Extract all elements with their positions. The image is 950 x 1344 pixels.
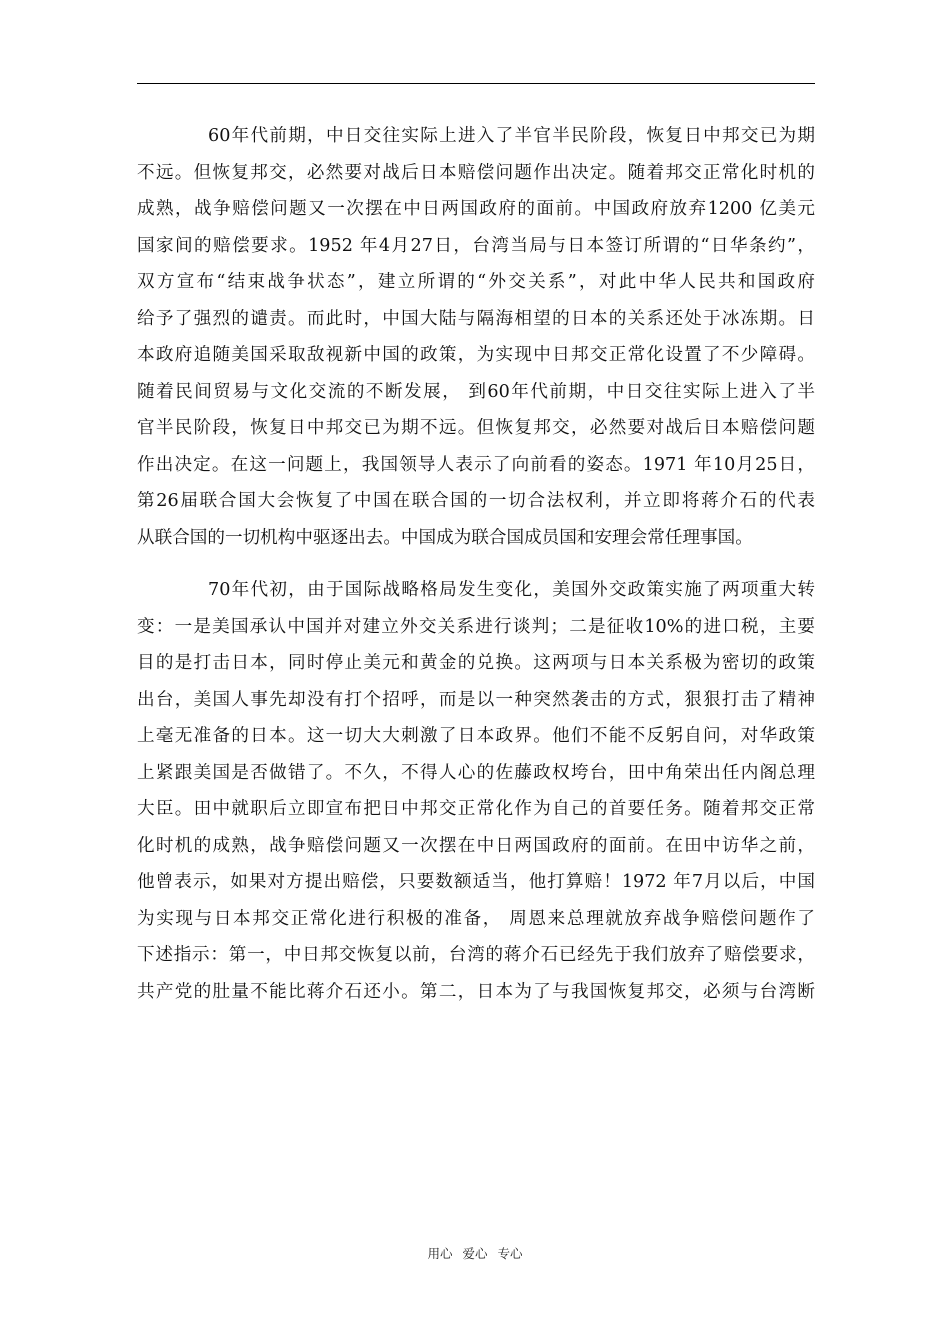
- text-line: 从联合国的一切机构中驱逐出去。中国成为联合国成员国和安理会常任理事国。: [137, 527, 753, 548]
- text-line: 变：一是美国承认中国并对建立外交关系进行谈判；二是征收10%的进口税，主要: [137, 616, 815, 637]
- text-line: 作出决定。在这一问题上，我国领导人表示了向前看的姿态。1971 年10月25日，: [137, 454, 815, 475]
- text-line: 给予了强烈的谴责。而此时，中国大陆与隔海相望的日本的关系还处于冰冻期。日: [137, 308, 815, 329]
- text-line: 官半民阶段，恢复日中邦交已为期不远。但恢复邦交，必然要对战后日本赔偿问题: [137, 418, 815, 438]
- text-line: 双方宣布“结束战争状态”，建立所谓的“外交关系”，对此中华人民共和国政府: [137, 272, 815, 292]
- paragraph-1: [137, 118, 815, 556]
- text-line: 本政府追随美国采取敌视新中国的政策，为实现中日邦交正常化设置了不少障碍。: [137, 345, 815, 365]
- text-line: 国家间的赔偿要求。1952 年4月27日，台湾当局与日本签订所谓的“日华条约”，: [137, 235, 815, 256]
- text-line: 大臣。田中就职后立即宣布把日中邦交正常化作为自己的首要任务。随着邦交正常: [137, 799, 815, 819]
- text-line: 60年代前期，中日交往实际上进入了半官半民阶段，恢复日中邦交已为期: [208, 126, 815, 146]
- text-line: 共产党的肚量不能比蒋介石还小。第二，日本为了与我国恢复邦交，必须与台湾断: [137, 981, 815, 1002]
- text-line: 化时机的成熟，战争赔偿问题又一次摆在中日两国政府的面前。在田中访华之前，: [137, 835, 815, 856]
- text-line: 70年代初，由于国际战略格局发生变化，美国外交政策实施了两项重大转: [208, 580, 815, 600]
- text-line: 下述指示：第一，中日邦交恢复以前，台湾的蒋介石已经先于我们放弃了赔偿要求，: [137, 945, 815, 965]
- text-line: 为实现与日本邦交正常化进行积极的准备， 周恩来总理就放弃战争赔偿问题作了: [137, 908, 815, 929]
- text-line: 成熟，战争赔偿问题又一次摆在中日两国政府的面前。中国政府放弃1200 亿美元: [137, 199, 815, 219]
- text-line: 上毫无准备的日本。这一切大大刺激了日本政界。他们不能不反躬自问，对华政策: [137, 726, 815, 746]
- paragraph-gap: [137, 556, 815, 572]
- text-line: 他曾表示，如果对方提出赔偿，只要数额适当，他打算赔！1972 年7月以后，中国: [137, 872, 815, 892]
- text-line: 目的是打击日本，同时停止美元和黄金的兑换。这两项与日本关系极为密切的政策: [137, 653, 815, 673]
- text-line: 第26届联合国大会恢复了中国在联合国的一切合法权利，并立即将蒋介石的代表: [137, 491, 815, 511]
- text-line: 不远。但恢复邦交，必然要对战后日本赔偿问题作出决定。随着邦交正常化时机的: [137, 162, 815, 183]
- text-line: 上紧跟美国是否做错了。不久，不得人心的佐藤政权垮台，田中角荣出任内阁总理: [137, 762, 815, 783]
- text-line: 出台，美国人事先却没有打个招呼，而是以一种突然袭击的方式，狠狠打击了精神: [137, 689, 815, 710]
- text-line: 随着民间贸易与文化交流的不断发展， 到60年代前期，中日交往实际上进入了半: [137, 381, 815, 402]
- header-rule: [137, 83, 815, 84]
- body-text: [137, 118, 815, 1010]
- paragraph-2: [137, 572, 815, 1010]
- page-footer: 用心 爱心 专心: [427, 1246, 523, 1261]
